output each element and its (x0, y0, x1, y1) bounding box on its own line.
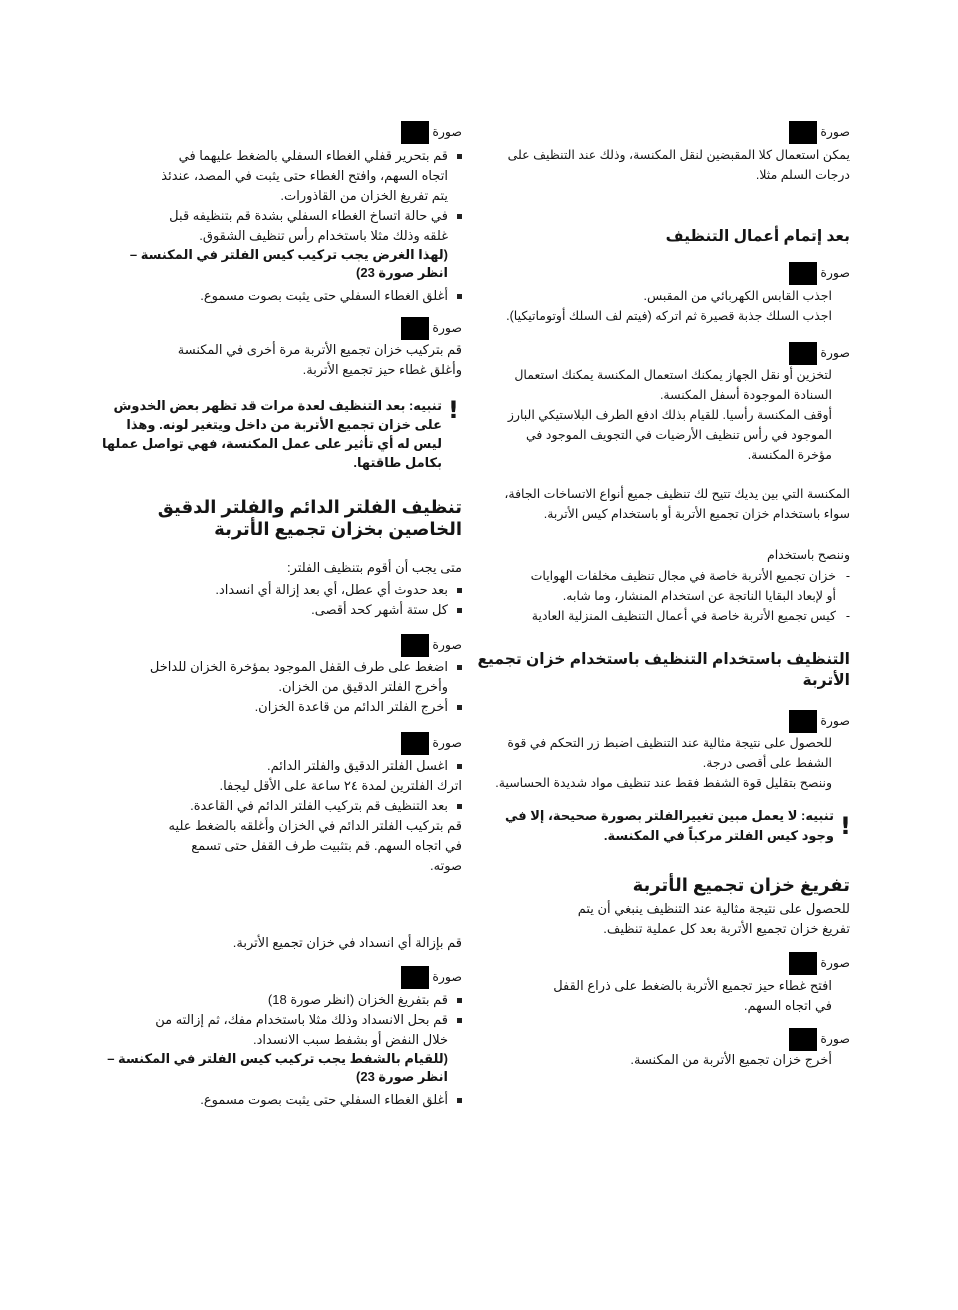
text-line: يمكن استعمال كلا المقبضين لنقل المكنسة، وذلك عند التنظيف على (507, 148, 850, 162)
figure-number-redacted (789, 952, 817, 975)
bullet-list (169, 756, 462, 876)
text-line: خلال النفض أو بشفط سبب الانسداد. (253, 1032, 448, 1047)
figure-caption: صورة (432, 125, 462, 139)
figure-label (789, 709, 850, 733)
figure-caption: صورة (820, 125, 850, 139)
text-line: وأغلق غطاء حيز تجميع الأتربة. (302, 362, 462, 377)
figure-caption: صورة (820, 266, 850, 280)
text-line: قم بحل الانسداد وذلك مثلا باستخدام مفك، ثم إزالته من (155, 1012, 448, 1027)
figure-number-redacted (401, 634, 429, 657)
figure-number-redacted (401, 732, 429, 755)
list-item: كل ستة أشهر كحد أقصى. (215, 600, 462, 620)
figure-label (401, 120, 462, 144)
text-line: تنبيه: بعد التنظيف لعدة مرات قد تظهر بعض الخدوش (113, 398, 442, 413)
text-line: الشفط على أقصى درجة. (702, 756, 832, 770)
text-line: الخاصين بخزان تجميع الأتربة (214, 519, 462, 539)
figure-number-redacted (789, 1028, 817, 1051)
paragraph (578, 899, 850, 939)
text-line: تنبيه: لا يعمل مبين تغييرالفلتر بصورة صحيحة، إلا في (504, 808, 834, 823)
text-line: للحصول على نتيجة مثالية عند التنظيف ينبغي أن يتم (577, 901, 850, 916)
paragraph: أخرج خزان تجميع الأتربة من المكنسة. (630, 1052, 832, 1067)
text-line: (لهذا الغرض يجب تركيب كيس الفلتر في المكنسة – (129, 247, 448, 262)
text-line: درجات السلم مثلا. (755, 168, 850, 182)
dash-list (531, 566, 850, 626)
figure-number-redacted (789, 262, 817, 285)
text-line: الموجود في رأس تنظيف الأرضيات في التجويف الموجود في (526, 428, 832, 442)
figure-label (401, 633, 462, 657)
list-item (130, 206, 462, 282)
text-line: - خزان تجميع الأتربة خاصة في مجال تنظيف مخلفات الهوايات (530, 569, 836, 583)
section-heading (477, 649, 850, 691)
paragraph (495, 733, 832, 793)
figure-label (401, 965, 462, 989)
figure-caption: صورة (432, 970, 462, 984)
bullet-list (107, 990, 462, 1110)
paragraph (508, 365, 832, 465)
text-line: التنظيف باستخدام التنظيف باستخدام خزان تجميع (477, 651, 850, 668)
text-line: اجذب السلك جذبة قصيرة ثم اتركه (فيتم لف السلك أوتوماتيكيا). (506, 309, 832, 323)
list-item: أخرج الفلتر الدائم من قاعدة الخزان. (150, 697, 462, 717)
text-line: افتح غطاء حيز تجميع الأتربة بالضغط على ذراع القفل (553, 978, 832, 993)
text-line: أوقف المكنسة رأسيا. للقيام بذلك ادفع الطرف البلاستيكي البارز (507, 408, 832, 422)
text-line: - كيس تجميع الأتربة خاصة في أعمال التنظيف المنزلية العادية (531, 609, 836, 623)
text-line: اتجاه السهم، وافتح الغطاء حتى يثبت في المصد، عندئذ (161, 168, 448, 183)
section-heading: بعد إتمام أعمال التنظيف (665, 228, 850, 245)
warning-text (505, 806, 834, 846)
paragraph (553, 976, 832, 1016)
text-line: قم بتركيب خزان تجميع الأتربة مرة أخرى في المكنسة (177, 342, 462, 357)
text-line: لتخزين أو نقل الجهاز يمكنك استعمال المكنسة يمكنك استعمال (514, 368, 832, 382)
text-line: انظر صورة 23) (356, 1069, 448, 1084)
figure-label (789, 1027, 850, 1051)
list-item (531, 606, 850, 626)
figure-label (789, 341, 850, 365)
text-line: في حالة اتساخ الغطاء السفلي بشدة قم بتنظيفه قبل (169, 208, 448, 223)
text-line: بكامل طاقتها. (353, 455, 442, 470)
text-line: (للقيام بالشفط يجب تركيب كيس الفلتر في المكنسة – (107, 1051, 448, 1066)
figure-caption: صورة (820, 714, 850, 728)
figure-label (401, 731, 462, 755)
list-item: بعد حدوث أي عطل، أي بعد إزالة أي انسداد. (215, 580, 462, 600)
figure-caption: صورة (820, 956, 850, 970)
text-line: للحصول على نتيجة مثالية عند التنظيف اضبط زر التحكم في قوة (507, 736, 832, 750)
section-heading: تفريغ خزان تجميع الأتربة (632, 875, 850, 895)
figure-label (789, 951, 850, 975)
warning-icon: ! (448, 396, 459, 424)
text-line: قم بتركيب الفلتر الدائم في الخزان وأغلقه بالضغط عليه (168, 818, 462, 833)
figure-caption: صورة (432, 321, 462, 335)
text-line: في اتجاه السهم. قم بتثبيت طرف القفل حتى تسمع (191, 838, 462, 853)
figure-caption: صورة (432, 638, 462, 652)
figure-number-redacted (789, 710, 817, 733)
list-item: قم بتفريغ الخزان (انظر صورة 18) (107, 990, 462, 1010)
bullet-list (150, 657, 462, 717)
list-item: اغسل الفلتر الدقيق والفلتر الدائم. (169, 756, 462, 776)
text-line: الأتربة (802, 672, 850, 689)
paragraph (178, 340, 462, 380)
list-item: أغلق الغطاء السفلي حتى يثبت بصوت مسموع. (107, 1090, 462, 1110)
figure-label (789, 261, 850, 285)
text-line: غلقه وذلك مثلا باستخدام رأس تنظيف الشقوق. (199, 228, 448, 243)
text-line: انظر صورة 23) (356, 265, 448, 280)
section-heading (158, 496, 462, 540)
figure-number-redacted (401, 121, 429, 144)
paragraph: قم بإزالة أي انسداد في خزان تجميع الأتربة. (232, 935, 462, 950)
text-line: اضغط على طرف القفل الموجود بمؤخرة الخزان للداخل (149, 659, 448, 674)
text-line: في اتجاه السهم. (743, 998, 832, 1013)
text-line: ليس له أي تأثير على عمل المكنسة، فهي تواصل عملها (101, 436, 442, 451)
paragraph (508, 145, 850, 185)
warning-text (102, 396, 442, 472)
figure-number-redacted (401, 966, 429, 989)
note (107, 1050, 448, 1086)
text-line: يتم تفريغ الخزان من القاذورات. (280, 188, 448, 203)
paragraph: متى يجب أن أقوم بتنظيف الفلتر: (287, 560, 462, 575)
list-item (107, 1010, 462, 1086)
text-line: تفريغ خزان تجميع الأتربة بعد كل عملية تنظيف. (603, 921, 850, 936)
figure-number-redacted (789, 342, 817, 365)
text-line: وأخرج الفلتر الدقيق من الخزان. (278, 679, 448, 694)
text-line: السنادة الموجودة أسفل المكنسة. (659, 388, 832, 402)
list-item (531, 566, 850, 606)
warning-icon: ! (840, 812, 851, 840)
bullet-list (215, 580, 462, 620)
note (169, 816, 462, 876)
text-line: وننصح بتقليل قوة الشفط فقط عند تنظيف مواد شديدة الحساسية. (495, 776, 832, 790)
text-line: سواء باستخدام خزان تجميع الأتربة أو باستخدام كيس الأتربة. (543, 507, 850, 521)
figure-caption: صورة (820, 1032, 850, 1046)
note (130, 246, 448, 282)
list-item (130, 146, 462, 206)
figure-number-redacted (789, 121, 817, 144)
figure-label (789, 120, 850, 144)
note: اترك الفلترين لمدة ٢٤ ساعة على الأقل ليجفا. (219, 778, 462, 793)
text-line: المكنسة التي بين يديك تتيح لك تنظيف جميع أنواع الاتساخات الجافة، (504, 487, 850, 501)
text-line: اجذب القابس الكهربائي من المقبس. (643, 289, 832, 303)
bullet-list (130, 146, 462, 306)
text-line: قم بتحرير قفلي الغطاء السفلي بالضغط عليهما في (178, 148, 448, 163)
text-line: تنظيف الفلتر الدائم والفلتر الدقيق (157, 497, 462, 517)
list-item: أغلق الغطاء السفلي حتى يثبت بصوت مسموع. (130, 286, 462, 306)
text-line: صوته. (430, 858, 462, 873)
text-line: مؤخرة المكنسة. (747, 448, 832, 462)
paragraph: وننصح باستخدام (766, 548, 850, 562)
figure-label (401, 316, 462, 340)
text-line: أو لإبعاد البقايا الناتجة عن استخدام المنشار، وما شابه. (562, 589, 836, 603)
figure-number-redacted (401, 317, 429, 340)
figure-caption: صورة (432, 736, 462, 750)
list-item: بعد التنظيف قم بتركيب الفلتر الدائم في القاعدة. (169, 796, 462, 816)
paragraph (506, 286, 832, 326)
list-item (150, 657, 462, 697)
paragraph (504, 484, 850, 524)
text-line: على خزان تجميع الأتربة من داخل ويتغير لونه. وهذا (126, 417, 442, 432)
figure-caption: صورة (820, 346, 850, 360)
text-line: وجود كيس الفلتر مركباً في المكنسة. (603, 828, 834, 843)
